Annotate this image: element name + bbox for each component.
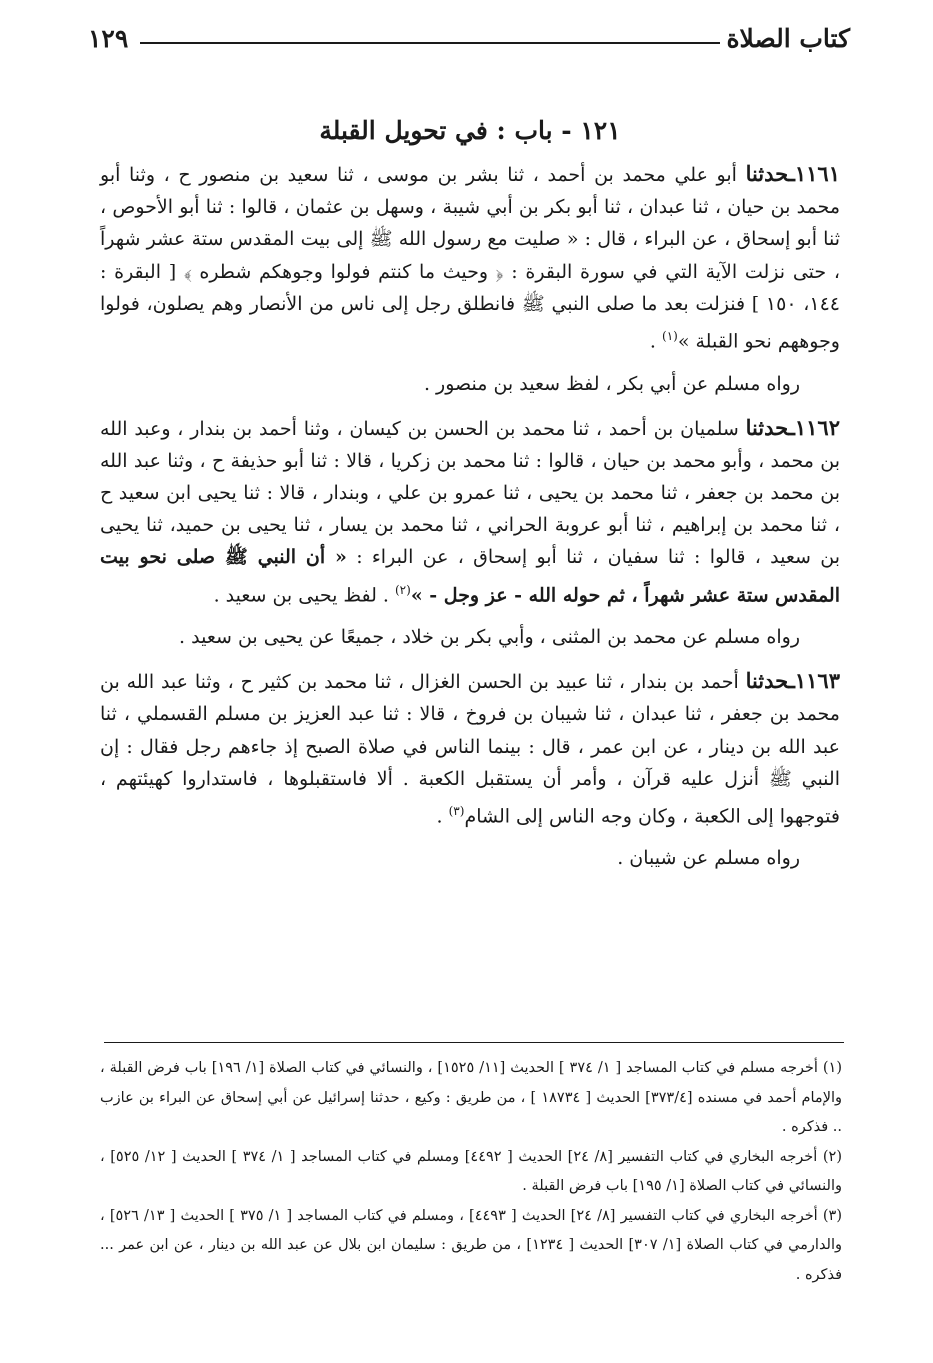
hadith-text-end: . لفظ يحيى بن سعيد . xyxy=(213,583,395,606)
footnote-ref: (١) xyxy=(662,329,678,344)
hadith-keyword: ـحدثنا xyxy=(745,668,795,694)
book-title: كتاب الصلاة xyxy=(726,24,850,53)
hadith-1162 xyxy=(100,412,840,612)
hadith-number: ١١٦٢ xyxy=(794,414,840,440)
footnote: (١) أخرجه مسلم في كتاب المساجد [ ١/ ٣٧٤ ] الحديث [١١/ ١٥٢٥] ، والنسائي في كتاب الصلاة [١/ ١٩٦] باب فرض القبلة ، والإمام أحمد في مسنده [٣٧٣/٤] الحديث [ ١٨٧٣٤ ] ، من طريق : وكيع ، حدثنا إسرائيل عن أبي إسحاق عن البراء بن عازب .. فذكره . xyxy=(100,1060,842,1135)
chapter-title: ١٢١ - باب : في تحويل القبلة xyxy=(319,116,621,145)
footnotes xyxy=(100,1054,842,1290)
riwaya-note: رواه مسلم عن شيبان . xyxy=(617,847,800,870)
running-header xyxy=(88,20,850,64)
footnote-ref: (٣) xyxy=(448,803,465,818)
hadith-1163 xyxy=(100,665,840,832)
footnote: (٣) أخرجه البخاري في كتاب التفسير [٨/ ٢٤] الحديث [ ٤٤٩٣] ، ومسلم في كتاب المساجد [ ١/ ٣٧٥ ] الحديث [ ١٣/ ٥٢٦] ، والدارمي في كتاب الصلاة [١/ ٣٠٧] الحديث [ ١٢٣٤] ، من طريق : سليمان ابن بلال عن عبد الله بن دينار ، عن ابن عمر ... فذكره . xyxy=(100,1207,843,1283)
riwaya-note: رواه مسلم عن أبي بكر ، لفظ سعيد بن منصور . xyxy=(423,372,800,395)
hadith-text: أبو علي محمد بن أحمد ، ثنا بشر بن موسى ، ثنا سعيد بن منصور ح ، وثنا أبو محمد بن حيان ، ثنا عبدان ، ثنا أبو بكر بن أبي شيبة ، وسهل بن عثمان ، قالوا : ثنا أبو الأحوص ، ثنا أبو إسحاق ، عن البراء ، قال : « صليت مع رسول الله ﷺ إلى بيت المقدس ستة عشر شهراً ، حتى نزلت الآية التي في سورة البقرة : ﴿ وحيث ما كنتم فولوا وجوهكم شطره ﴾ [ البقرة : ١٤٤، ١٥٠ ] فنزلت بعد ما صلى النبي ﷺ فانطلق رجل إلى ناس من الأنصار وهم يصلون، فولوا وجوههم نحو القبلة » xyxy=(100,164,840,353)
main-text xyxy=(100,108,840,886)
footnote: (٢) أخرجه البخاري في كتاب التفسير [٨/ ٢٤] الحديث [ ٤٤٩٢] ومسلم في كتاب المساجد [ ١/ ٣٧٤ ] الحديث [ ١٢/ ٥٢٥] ، والنسائي في كتاب الصلاة [١/ ١٩٥] باب فرض القبلة . xyxy=(100,1148,842,1194)
hadith-keyword: ـحدثنا xyxy=(745,161,795,186)
page-number: ١٢٩ xyxy=(88,24,129,53)
header-rule xyxy=(140,42,720,44)
footnote-ref: (٢) xyxy=(394,582,411,597)
hadith-text-end: . xyxy=(649,330,662,353)
hadith-text: أحمد بن بندار ، ثنا عبيد بن الحسن الغزال ، ثنا محمد بن كثير ح ، وثنا عبد الله بن محمد بن جعفر ، ثنا عبدان ، ثنا شيبان بن فروخ ، قالا : ثنا عبد العزيز بن مسلم القسملي ، ثنا عبد الله بن دينار ، عن ابن عمر ، قال : بينما الناس في صلاة الصبح إذ جاءهم رجل فقال : إن النبي ﷺ أنزل عليه قرآن ، وأمر أن يستقبل الكعبة . ألا فاستقبلوها ، فاستداروا كهيئتهم ، فتوجهوا إلى الكعبة ، وكان وجه الناس إلى الشام xyxy=(100,671,840,828)
hadith-text-end: . xyxy=(436,805,449,828)
hadith-number: ١١٦١ xyxy=(794,161,840,186)
hadith-1161 xyxy=(100,158,840,358)
hadith-number: ١١٦٣ xyxy=(794,668,840,694)
footnote-rule xyxy=(104,1042,844,1043)
hadith-keyword: ـحدثنا xyxy=(745,414,795,440)
hadith-highlight: « أن النبي ﷺ صلى نحو بيت المقدس ستة عشر شهراً ، ثم حوله الله - عز وجل - » xyxy=(100,546,840,606)
riwaya-note: رواه مسلم عن محمد بن المثنى ، وأبي بكر بن خلاد ، جميعًا عن يحيى بن سعيد . xyxy=(179,626,800,649)
hadith-text: سلميان بن أحمد ، ثنا محمد بن الحسن بن كيسان ، وثنا أحمد بن بندار ، وعبد الله بن محمد ، وأبو محمد بن حيان ، قالوا : ثنا محمد بن زكريا ، قالا : ثنا أبو حذيفة ح ، وثنا عبد الله بن محمد بن جعفر ، ثنا محمد بن يحيى ، ثنا عمرو بن علي ، وبندار ، قالا : ثنا يحيى ابن سعيد ح ، ثنا محمد بن إبراهيم ، ثنا أبو عروبة الحراني ، ثنا محمد بن يسار ، ثنا يحيى بن حميد، ثنا يحيى بن سعيد ، قالوا : ثنا سفيان ، ثنا أبو إسحاق ، عن البراء : xyxy=(100,417,840,569)
